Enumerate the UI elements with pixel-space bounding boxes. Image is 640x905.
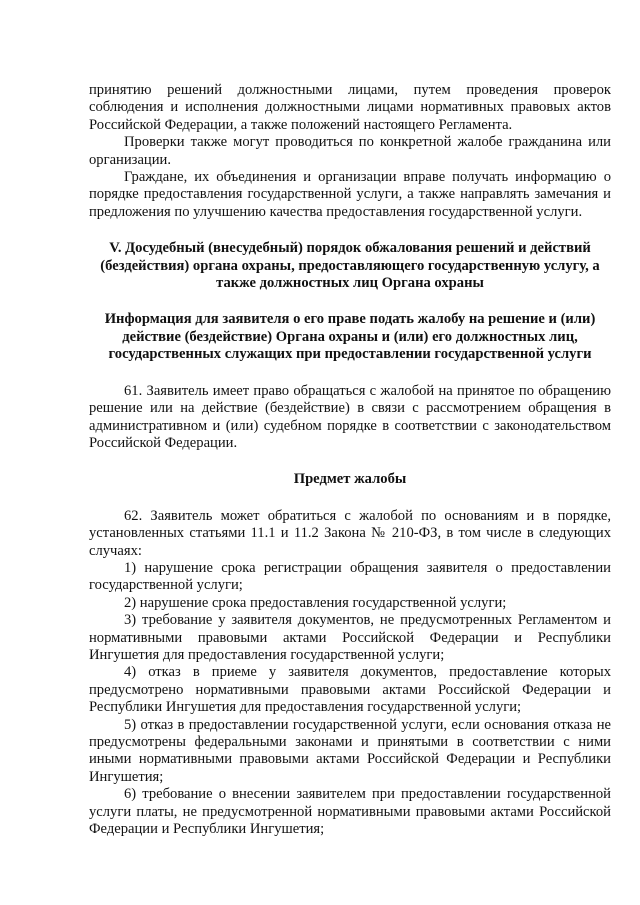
subheading-complaint-rights (89, 311, 611, 363)
paragraph-62: 62. Заявитель может обратиться с жалобой по основаниям и в порядке, установленных статьями 11.1 и 11.2 Закона № 210-ФЗ, в том числе в следующих случаях: (89, 507, 611, 559)
paragraph-inspections: Проверки также могут проводиться по конкретной жалобе гражданина или организации. (89, 134, 611, 168)
paragraph-continuation: принятию решений должностными лицами, путем проведения проверок соблюдения и исполнения должностными лицами нормативных правовых актов Российской Федерации, а также положений настоящего Регламента. (89, 82, 611, 133)
subheading-line: Информация для заявителя о его праве подать жалобу на решение и (или) (104, 311, 596, 328)
list-item-2: 2) нарушение срока предоставления государственной услуги; (124, 594, 507, 611)
subheading-complaint-subject: Предмет жалобы (293, 471, 407, 488)
document-page (89, 82, 611, 838)
section-heading-line: V. Досудебный (внесудебный) порядок обжалования решений и действий (109, 240, 591, 257)
section-heading-line: также должностных лиц Органа охраны (216, 275, 484, 292)
list-item-1: 1) нарушение срока регистрации обращения заявителя о предоставлении государственной услуги; (89, 559, 611, 594)
list-item-6: 6) требование о внесении заявителем при предоставлении государственной услуги платы, не предусмотренной нормативными правовыми актами Российской Федерации и Республики Ингушетия; (89, 786, 611, 838)
subheading-line: государственных служащих при предоставлении государственной услуги (108, 346, 592, 363)
list-item-4: 4) отказ в приеме у заявителя документов, предоставление которых предусмотрено нормативными правовыми актами Российской Федерации и Республики Ингушетия для предоставления государственной услуги; (89, 664, 611, 716)
list-item-3: 3) требование у заявителя документов, не предусмотренных Регламентом и нормативными правовыми актами Российской Федерации и Республики Ингушетия для предоставления государственной услуги; (89, 612, 611, 663)
section-heading-line: (бездействия) органа охраны, предоставляющего государственную услугу, а (100, 257, 600, 274)
section-heading (89, 240, 611, 292)
subheading-line: действие (бездействие) Органа охраны и (или) его должностных лиц, (122, 328, 578, 345)
paragraph-citizens-rights: Граждане, их объединения и организации вправе получать информацию о порядке предоставления государственной услуги, а также направлять замечания и предложения по улучшению качества предоставления государственной услуги. (89, 169, 611, 220)
list-item-5: 5) отказ в предоставлении государственной услуги, если основания отказа не предусмотрены федеральными законами и принятыми в соответствии с ними иными нормативными правовыми актами Российской Федерации и Республики Ингушетия; (89, 716, 611, 785)
paragraph-61: 61. Заявитель имеет право обращаться с жалобой на принятое по обращению решение или на действие (бездействие) в связи с рассмотрением обращения в административном и (или) судебном порядке в соответствии с законодательством Российской Федерации. (89, 382, 611, 451)
